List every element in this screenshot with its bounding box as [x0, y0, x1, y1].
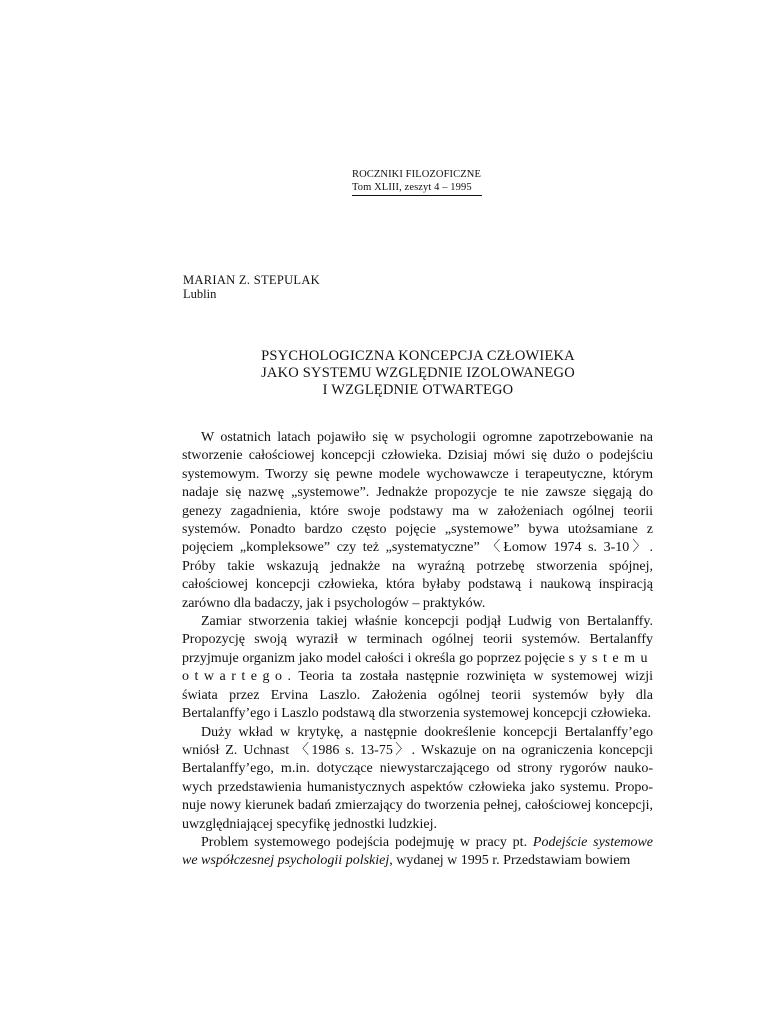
paragraph-3: Duży wkład w krytykę, a następnie dookreślenie koncepcji Bertalanffy’ego wniósł Z. Uchnast 〈1986 s. 13-75〉. Wskazuje on na ograniczenia koncepcji Bertalanffy’ego, m.in. dotyczące niewystarczającego od strony rygorów naukowych przedstawienia humanistycznych aspektów człowieka jako systemu. Proponuje nowy kierunek badań zmierzający do tworzenia pełnej, całościowej koncepcji, uwzględniającej specyfikę jednostki ludzkiej. — [182, 724, 653, 832]
paragraph-1: W ostatnich latach pojawiło się w psychologii ogromne zapotrzebowanie na stworzenie całościowej koncepcji człowieka. Dzisiaj mówi się dużo o podejściu systemowym. Tworzy się pewne modele wychowawcze i terapeutyczne, którym nadaje się nazwę „systemowe”. Jednakże propozycje te nie zawsze sięgają do genezy zagadnienia, które swoje podstawy ma w założeniach ogólnej teorii systemów. Ponadto bardzo często pojęcie „systemowe” bywa utożsamiane z pojęciem „kompleksowe” czy też „systematyczne” 〈Łomow 1974 s. 3-10〉. Próby takie wskazują jednakże na wyraźną potrzebę stworzenia spójnej, całościowej koncepcji człowieka, która byłaby podstawą i naukową inspiracją zarówno dla badaczy, jak i psychologów – praktyków. — [182, 430, 653, 611]
journal-name: ROCZNIKI FILOZOFICZNE — [352, 169, 481, 180]
author-block — [183, 273, 320, 301]
article-body — [182, 429, 653, 871]
spaced-term: systemu otwartego — [182, 650, 653, 685]
author-name: MARIAN Z. STEPULAK — [183, 273, 320, 287]
book-title: Podejście systemowe we współczesnej psychologii polskiej — [182, 834, 653, 869]
paragraph-2-text: Zamiar stworzenia takiej właśnie koncepcji podjął Ludwig von Bertalanffy. Propozycję swoją wyraził w terminach ogólnej teorii systemów. Bertalanffy przyjmuje organizm jako model całości i określa go poprzez pojęcie — [182, 614, 653, 666]
title-line-1: PSYCHOLOGICZNA KONCEPCJA CZŁOWIEKA — [261, 348, 575, 364]
journal-header — [352, 168, 482, 196]
paragraph-4-text: Problem systemowego podejścia podejmuję w pracy pt. — [201, 834, 533, 850]
paragraph-4 — [182, 834, 653, 871]
title-line-2: JAKO SYSTEMU WZGLĘDNIE IZOLOWANEGO — [261, 365, 575, 381]
paragraph-2-text-cont: . Teoria ta została następnie rozwinięta w systemowej wizji świata przez Ervina Laszlo. Założenia ogólnej teorii systemów były dla Bertalanffy’ego i Laszlo podstawą dla stworzenia systemowej koncepcji człowieka. — [182, 669, 653, 722]
paragraph-4-text-cont: , wydanej w 1995 r. Przedstawiam bowiem — [389, 853, 631, 869]
journal-issue: Tom XLIII, zeszyt 4 – 1995 — [352, 181, 482, 196]
author-affiliation: Lublin — [183, 287, 217, 301]
paragraph-2 — [182, 613, 653, 723]
title-line-3: I WZGLĘDNIE OTWARTEGO — [322, 382, 514, 398]
article-title — [183, 348, 653, 399]
